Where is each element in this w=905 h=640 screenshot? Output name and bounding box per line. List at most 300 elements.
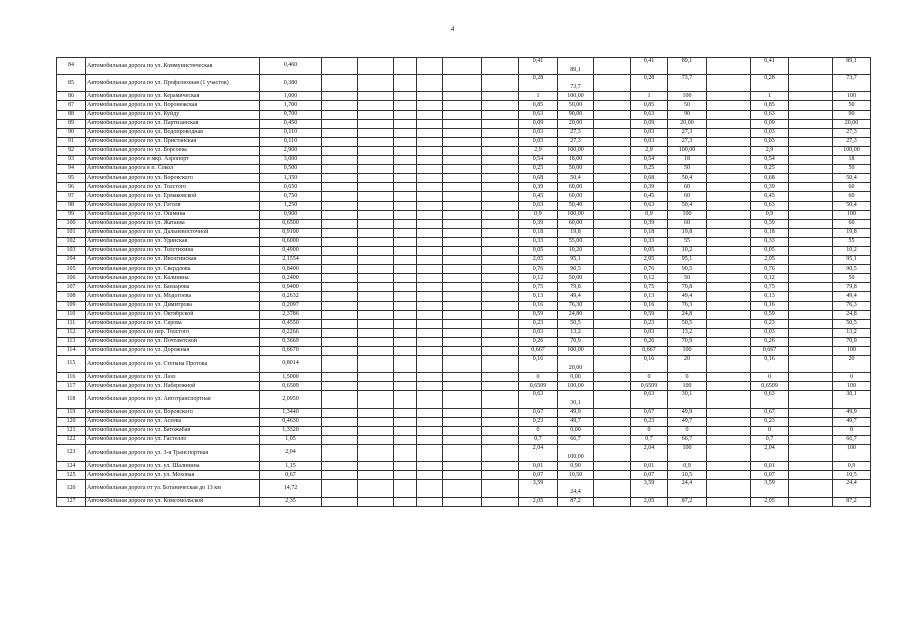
empty-cell — [789, 156, 833, 165]
empty-cell — [358, 337, 394, 346]
value-d-cell: 100,00 — [668, 146, 707, 155]
value-f-cell: 0,9 — [833, 462, 871, 471]
empty-cell — [789, 471, 833, 480]
empty-cell — [443, 283, 482, 292]
table-row — [57, 192, 871, 201]
row-number-cell: 114 — [57, 347, 86, 356]
row-number-cell: 110 — [57, 310, 86, 319]
road-name-cell: Автомобильная дорога по ул. Лазо — [86, 373, 260, 382]
empty-cell — [394, 110, 417, 119]
empty-cell — [707, 58, 751, 75]
value-f-cell: 27,3 — [833, 128, 871, 137]
value-e-cell: 0,63 — [751, 391, 789, 408]
table-row — [57, 337, 871, 346]
value-b-cell: 73,7 — [558, 75, 594, 92]
value-e-cell: 0,63 — [751, 201, 789, 210]
value-b-cell: 49,7 — [558, 417, 594, 426]
empty-cell — [358, 480, 394, 497]
value-f-cell: 0 — [833, 373, 871, 382]
empty-cell — [443, 165, 482, 174]
empty-cell — [594, 301, 631, 310]
value-e-cell: 0,28 — [751, 75, 789, 92]
empty-cell — [707, 201, 751, 210]
value-a-cell: 0,16 — [519, 301, 558, 310]
value-d-cell: 95,1 — [668, 256, 707, 265]
value-b-cell: 100,00 — [558, 445, 594, 462]
value-e-cell: 0,26 — [751, 337, 789, 346]
value-b-cell: 100,00 — [558, 347, 594, 356]
empty-cell — [417, 292, 443, 301]
empty-cell — [789, 328, 833, 337]
empty-cell — [358, 75, 394, 92]
road-name-cell: Автомобильная дорога по ул. Дальневосточной — [86, 228, 260, 237]
empty-cell — [482, 274, 519, 283]
value-b-cell: 100,00 — [558, 146, 594, 155]
value-c-cell: 0,26 — [631, 337, 668, 346]
value-c-cell: 2,04 — [631, 445, 668, 462]
value-e-cell: 0,76 — [751, 265, 789, 274]
value-b-cell: 10,20 — [558, 246, 594, 255]
value-c-cell: 0,03 — [631, 128, 668, 137]
empty-cell — [707, 497, 751, 506]
empty-cell — [482, 174, 519, 183]
empty-cell — [789, 210, 833, 219]
empty-cell — [358, 417, 394, 426]
value-a-cell: 0,03 — [519, 137, 558, 146]
empty-cell — [594, 256, 631, 265]
value-f-cell: 20,00 — [833, 119, 871, 128]
empty-cell — [358, 110, 394, 119]
empty-cell — [358, 462, 394, 471]
value-e-cell: 0,01 — [751, 462, 789, 471]
value-f-cell: 24,4 — [833, 480, 871, 497]
value-a-cell: 0,54 — [519, 156, 558, 165]
empty-cell — [322, 356, 358, 373]
road-length-cell: 0,450 — [260, 119, 322, 128]
empty-cell — [358, 137, 394, 146]
empty-cell — [417, 58, 443, 75]
value-d-cell: 100 — [668, 210, 707, 219]
value-c-cell: 0,05 — [631, 246, 668, 255]
value-a-cell: 2,05 — [519, 497, 558, 506]
value-a-cell: 2,04 — [519, 445, 558, 462]
empty-cell — [394, 228, 417, 237]
empty-cell — [417, 237, 443, 246]
empty-cell — [443, 408, 482, 417]
row-number-cell: 104 — [57, 256, 86, 265]
empty-cell — [707, 75, 751, 92]
road-name-cell: Автомобильная дорога по ул. Воровского — [86, 174, 260, 183]
table-body — [57, 58, 871, 507]
empty-cell — [594, 265, 631, 274]
empty-cell — [594, 426, 631, 435]
row-number-cell: 100 — [57, 219, 86, 228]
empty-cell — [417, 165, 443, 174]
empty-cell — [594, 337, 631, 346]
value-c-cell: 0,85 — [631, 101, 668, 110]
road-length-cell: 1,5000 — [260, 373, 322, 382]
road-name-cell: Автомобильная дорога по ул. Ермаковской — [86, 192, 260, 201]
empty-cell — [789, 310, 833, 319]
row-number-cell: 92 — [57, 146, 86, 155]
empty-cell — [417, 265, 443, 274]
value-e-cell: 0,39 — [751, 219, 789, 228]
value-d-cell: 60 — [668, 219, 707, 228]
empty-cell — [594, 237, 631, 246]
empty-cell — [358, 58, 394, 75]
empty-cell — [358, 435, 394, 444]
empty-cell — [707, 462, 751, 471]
value-a-cell: 0,67 — [519, 408, 558, 417]
empty-cell — [443, 497, 482, 506]
value-c-cell: 0,68 — [631, 174, 668, 183]
empty-cell — [789, 58, 833, 75]
road-name-cell: Автомобильная дорога от ул. Ботаническая до 13 км — [86, 480, 260, 497]
empty-cell — [482, 119, 519, 128]
value-a-cell: 0,41 — [519, 58, 558, 75]
empty-cell — [394, 435, 417, 444]
empty-cell — [789, 183, 833, 192]
value-e-cell: 0,16 — [751, 356, 789, 373]
empty-cell — [394, 219, 417, 228]
empty-cell — [358, 274, 394, 283]
empty-cell — [482, 92, 519, 101]
value-b-cell: 19,8 — [558, 228, 594, 237]
empty-cell — [707, 210, 751, 219]
value-a-cell: 0,03 — [519, 328, 558, 337]
value-e-cell: 0,25 — [751, 165, 789, 174]
value-c-cell: 0,63 — [631, 391, 668, 408]
value-d-cell: 49,9 — [668, 408, 707, 417]
value-b-cell: 60,00 — [558, 219, 594, 228]
value-e-cell: 3,59 — [751, 480, 789, 497]
value-d-cell: 0,9 — [668, 462, 707, 471]
value-c-cell: 0,41 — [631, 58, 668, 75]
empty-cell — [358, 256, 394, 265]
empty-cell — [417, 356, 443, 373]
road-name-cell: Автомобильная дорога по ул. Батожабая — [86, 426, 260, 435]
value-c-cell: 3,59 — [631, 480, 668, 497]
table-row — [57, 391, 871, 408]
empty-cell — [322, 75, 358, 92]
value-e-cell: 0,45 — [751, 192, 789, 201]
value-f-cell: 50,4 — [833, 201, 871, 210]
empty-cell — [789, 319, 833, 328]
empty-cell — [394, 445, 417, 462]
empty-cell — [707, 174, 751, 183]
table-row — [57, 165, 871, 174]
empty-cell — [482, 462, 519, 471]
empty-cell — [594, 328, 631, 337]
empty-cell — [482, 228, 519, 237]
value-d-cell: 24,4 — [668, 480, 707, 497]
empty-cell — [394, 156, 417, 165]
empty-cell — [358, 237, 394, 246]
value-c-cell: 0,03 — [631, 328, 668, 337]
empty-cell — [417, 417, 443, 426]
value-c-cell: 0,07 — [631, 471, 668, 480]
table-row — [57, 92, 871, 101]
table-row — [57, 497, 871, 506]
value-a-cell: 0,39 — [519, 183, 558, 192]
table-row — [57, 110, 871, 119]
empty-cell — [789, 110, 833, 119]
row-number-cell: 120 — [57, 417, 86, 426]
value-c-cell: 0,23 — [631, 417, 668, 426]
row-number-cell: 117 — [57, 382, 86, 391]
value-b-cell: 89,1 — [558, 58, 594, 75]
empty-cell — [322, 462, 358, 471]
table-row — [57, 310, 871, 319]
row-number-cell: 95 — [57, 174, 86, 183]
value-e-cell: 0,33 — [751, 237, 789, 246]
value-e-cell: 0,67 — [751, 408, 789, 417]
value-b-cell: 20,00 — [558, 119, 594, 128]
empty-cell — [789, 283, 833, 292]
value-f-cell: 70,9 — [833, 337, 871, 346]
value-a-cell: 0,63 — [519, 201, 558, 210]
empty-cell — [322, 408, 358, 417]
empty-cell — [358, 146, 394, 155]
value-a-cell: 0,28 — [519, 75, 558, 92]
value-e-cell: 0 — [751, 373, 789, 382]
road-length-cell: 0,500 — [260, 165, 322, 174]
road-length-cell: 0,9100 — [260, 228, 322, 237]
row-number-cell: 90 — [57, 128, 86, 137]
value-c-cell: 0,45 — [631, 192, 668, 201]
value-c-cell: 0,28 — [631, 75, 668, 92]
empty-cell — [482, 156, 519, 165]
road-length-cell: 1,05 — [260, 435, 322, 444]
road-name-cell: Автомобильная дорога по ул. Куйду — [86, 110, 260, 119]
empty-cell — [358, 101, 394, 110]
value-d-cell: 50 — [668, 274, 707, 283]
value-c-cell: 0 — [631, 373, 668, 382]
road-length-cell: 0,4900 — [260, 246, 322, 255]
road-length-cell: 0,6509 — [260, 382, 322, 391]
empty-cell — [443, 192, 482, 201]
empty-cell — [394, 462, 417, 471]
empty-cell — [358, 210, 394, 219]
road-name-cell: Автомобильная дорога по ул. Толстихина — [86, 246, 260, 255]
value-f-cell: 60 — [833, 192, 871, 201]
empty-cell — [443, 237, 482, 246]
value-a-cell: 0,05 — [519, 246, 558, 255]
empty-cell — [358, 319, 394, 328]
value-e-cell: 0,7 — [751, 435, 789, 444]
empty-cell — [322, 219, 358, 228]
empty-cell — [482, 347, 519, 356]
empty-cell — [394, 373, 417, 382]
value-f-cell: 49,7 — [833, 417, 871, 426]
empty-cell — [394, 319, 417, 328]
road-name-cell: Автомобильная дорога по ул. Водопроводная — [86, 128, 260, 137]
row-number-cell: 84 — [57, 58, 86, 75]
empty-cell — [594, 219, 631, 228]
empty-cell — [394, 183, 417, 192]
value-c-cell: 0,667 — [631, 347, 668, 356]
empty-cell — [322, 246, 358, 255]
empty-cell — [394, 210, 417, 219]
value-c-cell: 0,67 — [631, 408, 668, 417]
empty-cell — [789, 391, 833, 408]
empty-cell — [443, 347, 482, 356]
row-number-cell: 108 — [57, 292, 86, 301]
empty-cell — [594, 292, 631, 301]
value-e-cell: 2,04 — [751, 445, 789, 462]
road-length-cell: 0,750 — [260, 192, 322, 201]
road-length-cell: 1,3320 — [260, 426, 322, 435]
empty-cell — [594, 356, 631, 373]
empty-cell — [789, 75, 833, 92]
road-name-cell: Автомобильная дорога по ул. Гоголя — [86, 201, 260, 210]
empty-cell — [482, 183, 519, 192]
value-a-cell: 0,667 — [519, 347, 558, 356]
empty-cell — [707, 283, 751, 292]
empty-cell — [443, 337, 482, 346]
value-b-cell: 90,00 — [558, 110, 594, 119]
value-c-cell: 0,33 — [631, 237, 668, 246]
road-length-cell: 0,2266 — [260, 328, 322, 337]
empty-cell — [789, 128, 833, 137]
value-f-cell: 66,7 — [833, 435, 871, 444]
value-a-cell: 3,59 — [519, 480, 558, 497]
table-row — [57, 417, 871, 426]
value-e-cell: 0,03 — [751, 128, 789, 137]
road-name-cell: Автомобильная дорога по ул. Керамическая — [86, 92, 260, 101]
row-number-cell: 102 — [57, 237, 86, 246]
empty-cell — [482, 192, 519, 201]
empty-cell — [594, 165, 631, 174]
row-number-cell: 123 — [57, 445, 86, 462]
value-c-cell: 0,6509 — [631, 382, 668, 391]
value-d-cell: 55 — [668, 237, 707, 246]
empty-cell — [417, 382, 443, 391]
empty-cell — [707, 156, 751, 165]
table-row — [57, 471, 871, 480]
value-f-cell: 73,7 — [833, 75, 871, 92]
road-name-cell: Автомобильная дорога по ул. ул. Шалинина — [86, 462, 260, 471]
empty-cell — [443, 356, 482, 373]
value-b-cell: 50,4 — [558, 174, 594, 183]
empty-cell — [789, 337, 833, 346]
page-number: 4 — [450, 25, 455, 33]
value-d-cell: 100 — [668, 92, 707, 101]
empty-cell — [482, 391, 519, 408]
empty-cell — [789, 246, 833, 255]
empty-cell — [417, 283, 443, 292]
row-number-cell: 89 — [57, 119, 86, 128]
empty-cell — [417, 219, 443, 228]
empty-cell — [789, 237, 833, 246]
empty-cell — [594, 310, 631, 319]
value-b-cell: 50,40 — [558, 201, 594, 210]
empty-cell — [394, 480, 417, 497]
empty-cell — [594, 228, 631, 237]
table-row — [57, 119, 871, 128]
row-number-cell: 112 — [57, 328, 86, 337]
empty-cell — [707, 92, 751, 101]
empty-cell — [358, 156, 394, 165]
empty-cell — [394, 274, 417, 283]
empty-cell — [594, 462, 631, 471]
empty-cell — [789, 146, 833, 155]
empty-cell — [594, 283, 631, 292]
value-f-cell: 49,9 — [833, 408, 871, 417]
empty-cell — [322, 445, 358, 462]
value-c-cell: 0,39 — [631, 219, 668, 228]
empty-cell — [417, 92, 443, 101]
empty-cell — [789, 426, 833, 435]
value-b-cell: 100,00 — [558, 210, 594, 219]
empty-cell — [394, 328, 417, 337]
empty-cell — [789, 101, 833, 110]
empty-cell — [417, 75, 443, 92]
empty-cell — [322, 373, 358, 382]
empty-cell — [789, 137, 833, 146]
road-name-cell: Автомобильная дорога по пер. Толстого — [86, 328, 260, 337]
value-c-cell: 0,63 — [631, 110, 668, 119]
table-row — [57, 382, 871, 391]
value-e-cell: 2,05 — [751, 497, 789, 506]
value-f-cell: 50 — [833, 165, 871, 174]
empty-cell — [417, 192, 443, 201]
empty-cell — [594, 146, 631, 155]
empty-cell — [789, 256, 833, 265]
value-b-cell: 18,00 — [558, 156, 594, 165]
value-a-cell: 1 — [519, 92, 558, 101]
road-length-cell: 0,8014 — [260, 356, 322, 373]
empty-cell — [594, 246, 631, 255]
value-e-cell: 0,03 — [751, 137, 789, 146]
value-c-cell: 0,54 — [631, 156, 668, 165]
row-number-cell: 86 — [57, 92, 86, 101]
empty-cell — [594, 110, 631, 119]
empty-cell — [789, 228, 833, 237]
empty-cell — [707, 128, 751, 137]
road-length-cell: 0,4630 — [260, 417, 322, 426]
empty-cell — [594, 445, 631, 462]
value-d-cell: 90,5 — [668, 265, 707, 274]
empty-cell — [443, 319, 482, 328]
road-length-cell: 0,6500 — [260, 219, 322, 228]
empty-cell — [322, 128, 358, 137]
table-row — [57, 156, 871, 165]
row-number-cell: 119 — [57, 408, 86, 417]
empty-cell — [707, 337, 751, 346]
empty-cell — [394, 246, 417, 255]
value-f-cell: 95,1 — [833, 256, 871, 265]
road-length-cell: 0,8400 — [260, 265, 322, 274]
empty-cell — [443, 219, 482, 228]
row-number-cell: 99 — [57, 210, 86, 219]
empty-cell — [443, 92, 482, 101]
empty-cell — [707, 274, 751, 283]
value-f-cell: 100 — [833, 445, 871, 462]
table-row — [57, 228, 871, 237]
empty-cell — [417, 101, 443, 110]
empty-cell — [482, 337, 519, 346]
value-a-cell: 0,12 — [519, 274, 558, 283]
table-row — [57, 210, 871, 219]
road-name-cell: Автомобильная дорога по ул. Толстого — [86, 183, 260, 192]
value-a-cell: 0,6509 — [519, 382, 558, 391]
empty-cell — [707, 292, 751, 301]
value-f-cell: 49,4 — [833, 292, 871, 301]
value-c-cell: 0,9 — [631, 210, 668, 219]
empty-cell — [443, 256, 482, 265]
empty-cell — [322, 192, 358, 201]
